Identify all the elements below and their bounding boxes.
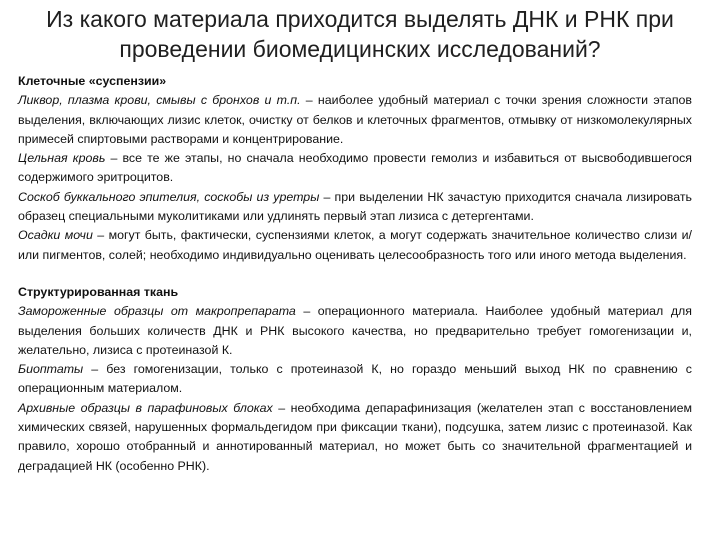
paragraph bbox=[18, 302, 692, 360]
paragraph bbox=[18, 149, 692, 188]
paragraph-lead: Замороженные образцы от макропрепарата bbox=[18, 304, 296, 319]
paragraph bbox=[18, 399, 692, 476]
paragraph-lead: Биоптаты bbox=[18, 362, 84, 377]
paragraph-lead: Соскоб буккального эпителия, соскобы из уретры bbox=[18, 189, 320, 204]
paragraph-text: – могут быть, фактически, суспензиями клеток, а могут содержать значительное количество слизи и/или пигментов, солей; необходимо индивидуально оценивать целесообразность того или иного метода выделения. bbox=[18, 228, 693, 262]
paragraph-lead: Осадки мочи bbox=[18, 228, 93, 243]
paragraph bbox=[18, 91, 692, 149]
paragraph-text: – наиболее удобный материал с точки зрения сложности этапов выделения, включающих лизис клеток, очистку от белков и клеточных фрагментов, отмывку от низкомолекулярных примесей спиртовыми растворами и концентрирование. bbox=[18, 93, 693, 146]
paragraph bbox=[18, 188, 692, 227]
section-heading: Структурированная ткань bbox=[18, 284, 179, 299]
section-heading: Клеточные «суспензии» bbox=[18, 74, 167, 88]
paragraph-text: – без гомогенизации, только с протеиназой К, но гораздо меньший выход НК по сравнению с операционным материалом. bbox=[18, 362, 692, 396]
paragraph-text: – все те же этапы, но сначала необходимо провести гемолиз и избавиться от высвободившегося содержимого эритроцитов. bbox=[18, 151, 692, 185]
paragraph-lead: Цельная кровь bbox=[18, 151, 106, 166]
paragraph-text: – операционного материала. Наиболее удобный материал для выделения больших количеств ДНК и РНК высокого качества, но предварительно требует гомогенизации и, желательно, лизиса с протеиназой К. bbox=[18, 304, 692, 357]
paragraph bbox=[18, 226, 692, 265]
slide-title: Из какого материала приходится выделять ДНК и РНК при проведении биомедицинских исследований? bbox=[46, 6, 674, 62]
paragraph-lead: Ликвор, плазма крови, смывы с бронхов и т.п. bbox=[18, 93, 301, 108]
slide-body bbox=[18, 72, 692, 476]
paragraph-lead: Архивные образцы в парафиновых блоках bbox=[18, 400, 273, 415]
section-cell-suspensions bbox=[18, 72, 692, 265]
paragraph bbox=[18, 360, 692, 399]
section-structured-tissue bbox=[18, 283, 692, 476]
paragraph-text: – при выделении НК зачастую приходится сначала лизировать образец специальными муколитиками или удлинять первый этап лизиса с детергентами. bbox=[18, 189, 692, 224]
paragraph-text: – необходима депарафинизация (желателен этап с восстановлением химических связей, нарушенных формальдегидом при фиксации ткани), подсушка, затем лизис с протеиназой. Как правило, хорошо отобранный и аннотированный материал, но может быть со значительной фрагментацией и деградацией НК (особенно РНК). bbox=[18, 400, 692, 473]
